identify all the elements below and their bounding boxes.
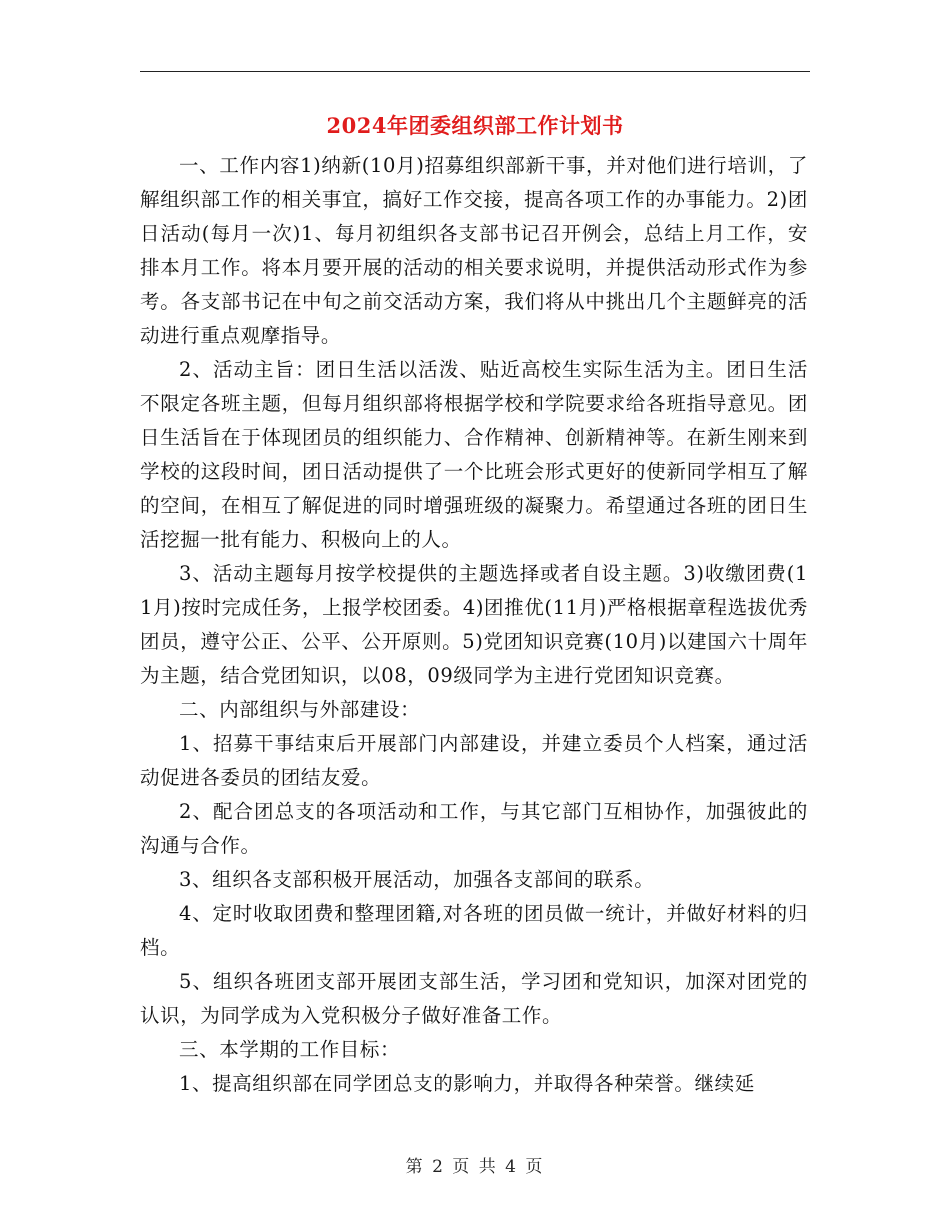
paragraph-6: 2、配合团总支的各项活动和工作，与其它部门互相协作，加强彼此的沟通与合作。 [140,800,808,857]
paragraph-2: 2、活动主旨：团日生活以活泼、贴近高校生实际生活为主。团日生活不限定各班主题，但每月组织部将根据学校和学院要求给各班指导意见。团日生活旨在于体现团员的组织能力、合作精神、创新精神等。在新生刚来到学校的这段时间，团日活动提供了一个比班会形式更好的使新同学相互了解的空间，在相互了解促进的同时增强班级的凝聚力。希望通过各班的团日生活挖掘一批有能力、积极向上的人。 [140,358,808,551]
page-footer: 第 2 页 共 4 页 [405,1157,545,1177]
paragraph-8: 4、定时收取团费和整理团籍,对各班的团员做一统计，并做好材料的归档。 [140,902,808,959]
paragraph-3: 3、活动主题每月按学校提供的主题选择或者自设主题。3)收缴团费(11月)按时完成任务，上报学校团委。4)团推优(11月)严格根据章程选拔优秀团员，遵守公正、公平、公开原则。5)党团知识竞赛(10月)以建国六十周年为主题，结合党团知识，以08，09级同学为主进行党团知识竞赛。 [140,562,808,687]
paragraph-7: 3、组织各支部积极开展活动，加强各支部间的联系。 [179,868,655,891]
section-heading-2: 二、内部组织与外部建设： [179,698,421,721]
document-body [140,149,808,1101]
paragraph-5: 1、招募干事结束后开展部门内部建设，并建立委员个人档案，通过活动促进各委员的团结友爱。 [140,732,808,789]
section-heading-3: 三、本学期的工作目标： [179,1038,401,1061]
paragraph-1: 一、工作内容1)纳新(10月)招募组织部新干事，并对他们进行培训，了解组织部工作的相关事宜，搞好工作交接，提高各项工作的办事能力。2)团日活动(每月一次)1、每月初组织各支部书记召开例会，总结上月工作，安排本月工作。将本月要开展的活动的相关要求说明，并提供活动形式作为参考。各支部书记在中旬之前交活动方案，我们将从中挑出几个主题鲜亮的活动进行重点观摩指导。 [140,154,808,347]
document-title: 2024年团委组织部工作计划书 [326,113,624,138]
paragraph-11: 1、提高组织部在同学团总支的影响力，并取得各种荣誉。继续延 [179,1072,755,1095]
header-rule [140,71,810,72]
paragraph-9: 5、组织各班团支部开展团支部生活，学习团和党知识，加深对团党的认识，为同学成为入党积极分子做好准备工作。 [140,970,808,1027]
